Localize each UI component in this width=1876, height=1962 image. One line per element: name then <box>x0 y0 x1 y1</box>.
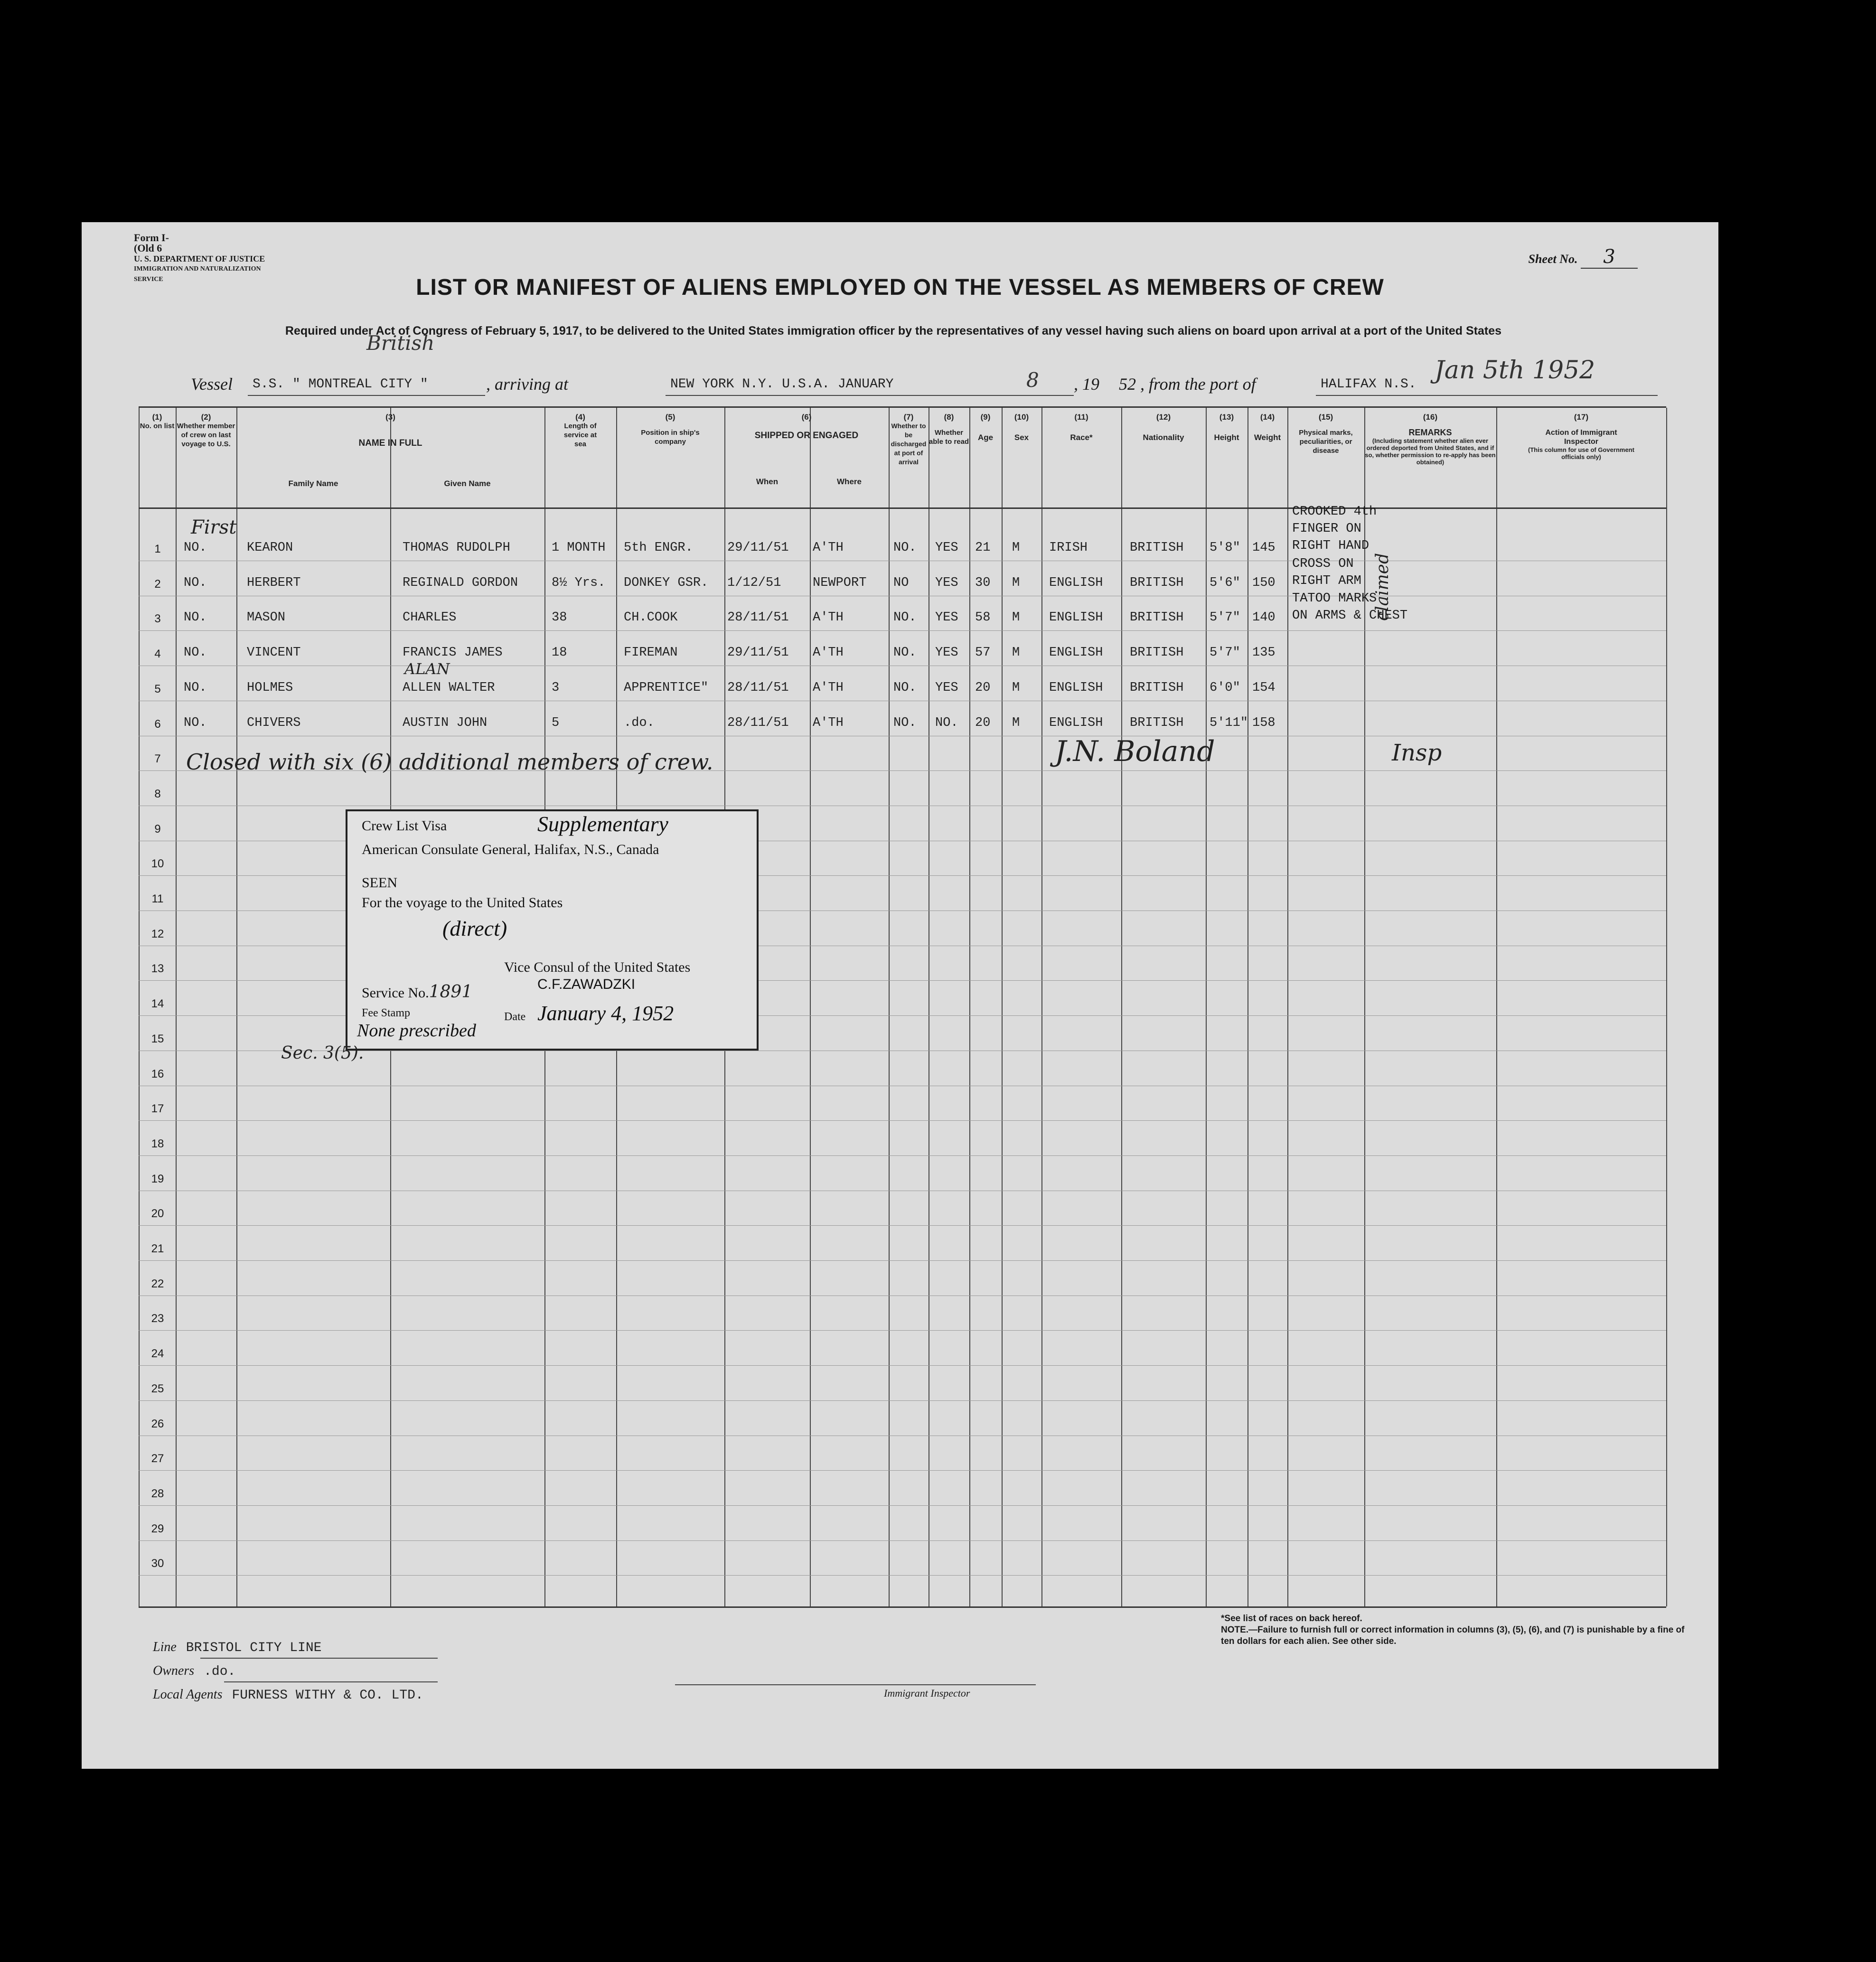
cell-given: CHARLES <box>403 610 457 625</box>
cell-last-voyage: NO. <box>184 646 207 660</box>
cell-when: 28/11/51 <box>727 610 789 625</box>
cell-sex: M <box>1012 541 1020 555</box>
sheet-number <box>1529 246 1638 269</box>
cell-family: MASON <box>247 610 286 625</box>
row-number: 7 <box>154 752 161 766</box>
crew-list-visa-stamp <box>346 809 759 1051</box>
cell-where: NEWPORT <box>813 575 867 590</box>
cell-discharged: NO. <box>893 715 917 730</box>
physical-marks: ON ARMS & CHEST <box>1292 609 1408 623</box>
row-number: 22 <box>151 1277 164 1290</box>
cell-position: DONKEY GSR. <box>624 575 709 590</box>
cell-discharged: NO. <box>893 680 917 695</box>
cell-service: 1 MONTH <box>552 541 606 555</box>
page-title: LIST OR MANIFEST OF ALIENS EMPLOYED ON THE VESSEL AS MEMBERS OF CREW <box>416 275 1384 300</box>
cell-sex: M <box>1012 610 1020 625</box>
cell-last-voyage: NO. <box>184 680 207 695</box>
row-number: 20 <box>151 1207 164 1220</box>
row-number: 2 <box>154 577 161 591</box>
footnote-penalty: NOTE.—Failure to furnish full or correct information in columns (3), (5), (6), and (7) is punishable by a fine of ten dollars for each alien. See other side. <box>1221 1625 1685 1646</box>
cell-family: VINCENT <box>247 646 301 660</box>
cell-service: 38 <box>552 610 567 625</box>
col-header-given: Given Name <box>444 479 491 488</box>
cell-position: APPRENTICE" <box>624 680 709 695</box>
cell-height: 6'0" <box>1210 680 1240 695</box>
col-header-1: (1) No. on list <box>140 413 175 430</box>
row-number: 24 <box>151 1347 164 1361</box>
row-rule <box>139 1225 1666 1226</box>
page-subtitle: Required under Act of Congress of February 5, 1917, to be delivered to the United States immigration officer by the representatives of any vessel having such aliens on board upon arrival at a port of the United States <box>285 324 1502 338</box>
row-rule <box>139 1400 1666 1401</box>
cell-age: 58 <box>975 610 991 625</box>
vessel-name: S.S. " MONTREAL CITY " <box>253 377 428 392</box>
cell-family: CHIVERS <box>247 715 301 730</box>
cell-where: A'TH <box>813 680 844 695</box>
closed-note: Closed with six (6) additional members of crew. <box>186 749 713 775</box>
cell-height: 5'7" <box>1210 646 1240 660</box>
row-number: 8 <box>154 787 161 800</box>
col-header-17: (17) Action of Immigrant Inspector (This column for use of Government officials only) <box>1528 413 1634 460</box>
cell-read: YES <box>935 610 958 625</box>
cell-discharged: NO. <box>893 646 917 660</box>
cell-weight: 145 <box>1252 541 1276 555</box>
cell-when: 29/11/51 <box>727 541 789 555</box>
cell-read: YES <box>935 575 958 590</box>
cell-where: A'TH <box>813 541 844 555</box>
form-number: Form I- <box>134 232 169 244</box>
col-header-family: Family Name <box>288 479 338 488</box>
col-header-3: (3) NAME IN FULL <box>358 413 422 448</box>
vessel-label: Vessel <box>191 375 233 394</box>
inspector-signature: J.N. Boland <box>1055 735 1215 768</box>
row-rule <box>139 1505 1666 1506</box>
cell-service: 5 <box>552 715 560 730</box>
cell-given: AUSTIN JOHN <box>403 715 488 730</box>
cell-height: 5'7" <box>1210 610 1240 625</box>
stamp-consulate: American Consulate General, Halifax, N.S., Canada <box>362 842 659 857</box>
cell-age: 20 <box>975 680 991 695</box>
row-number: 9 <box>154 822 161 835</box>
cell-nationality: BRITISH <box>1130 610 1184 625</box>
stamp-direct: (direct) <box>442 916 507 940</box>
immigrant-inspector-label: Immigrant Inspector <box>884 1687 970 1699</box>
sheet-number-label: Sheet No. <box>1528 252 1578 266</box>
cell-weight: 154 <box>1252 680 1276 695</box>
cell-weight: 150 <box>1252 575 1276 590</box>
row-number: 12 <box>151 927 164 940</box>
cell-family: KEARON <box>247 541 293 555</box>
physical-marks: CROOKED 4th <box>1292 505 1377 519</box>
stamp-title: Crew List Visa <box>362 818 447 834</box>
physical-marks: TATOO MARKS <box>1292 591 1377 606</box>
cell-when: 1/12/51 <box>727 575 781 590</box>
cell-nationality: BRITISH <box>1130 715 1184 730</box>
year-prefix: , 19 <box>1074 375 1099 394</box>
stamp-date-label: Date <box>504 1011 526 1023</box>
cell-race: ENGLISH <box>1049 680 1103 695</box>
col-header-13: (13) Height <box>1214 413 1239 442</box>
department-name: U. S. DEPARTMENT OF JUSTICE <box>134 254 265 263</box>
cell-discharged: NO <box>893 575 909 590</box>
stamp-voyage: For the voyage to the United States <box>362 895 563 911</box>
cell-given: REGINALD GORDON <box>403 575 518 590</box>
cell-service: 18 <box>552 646 567 660</box>
cell-weight: 140 <box>1252 610 1276 625</box>
departure-port: HALIFAX N.S. <box>1321 377 1416 392</box>
row-number: 25 <box>151 1382 164 1395</box>
stamp-fee-ref: Sec. 3(5). <box>281 1043 364 1063</box>
cell-sex: M <box>1012 646 1020 660</box>
col-header-14: (14) Weight <box>1254 413 1281 442</box>
row-number: 17 <box>151 1102 164 1116</box>
col-header-when: When <box>756 477 779 486</box>
row-number: 13 <box>151 962 164 976</box>
cell-service: 8½ Yrs. <box>552 575 606 590</box>
cell-given: THOMAS RUDOLPH <box>403 541 510 555</box>
cell-read: NO. <box>935 715 958 730</box>
stamp-fee-none: None prescribed <box>357 1021 476 1041</box>
row-number: 6 <box>154 717 161 731</box>
cell-service: 3 <box>552 680 560 695</box>
row-number: 10 <box>151 857 164 871</box>
arrival-day: 8 <box>1026 368 1039 392</box>
row-number: 28 <box>151 1487 164 1500</box>
arriving-label: , arriving at <box>486 375 569 394</box>
cell-position: FIREMAN <box>624 646 678 660</box>
cell-nationality: BRITISH <box>1130 575 1184 590</box>
row-number: 27 <box>151 1452 164 1465</box>
row-number: 23 <box>151 1312 164 1325</box>
cell-read: YES <box>935 646 958 660</box>
row-number: 30 <box>151 1557 164 1570</box>
cell-when: 29/11/51 <box>727 646 789 660</box>
cell-where: A'TH <box>813 610 844 625</box>
col-header-2: (2) Whether member of crew on last voyage to U.S. <box>177 413 235 448</box>
col-header-11: (11) Race* <box>1070 413 1093 442</box>
row-number: 21 <box>151 1242 164 1255</box>
footnote-races: *See list of races on back hereof. <box>1221 1614 1362 1624</box>
col-header-4: (4) Length of service at sea <box>563 413 597 448</box>
stamp-supplementary: Supplementary <box>537 812 668 836</box>
row-rule <box>139 1155 1666 1156</box>
cell-height: 5'8" <box>1210 541 1240 555</box>
agents-value: FURNESS WITHY & CO. LTD. <box>232 1688 423 1703</box>
row-number: 14 <box>151 997 164 1011</box>
service-name: IMMIGRATION AND NATURALIZATION SERVICE <box>134 265 261 283</box>
cell-position: 5th ENGR. <box>624 541 693 555</box>
row-number: 15 <box>151 1032 164 1045</box>
departure-date-handwritten: Jan 5th 1952 <box>1435 356 1595 385</box>
cell-age: 30 <box>975 575 991 590</box>
footnote <box>1221 1613 1696 1647</box>
cell-last-voyage: NO. <box>184 610 207 625</box>
cell-nationality: BRITISH <box>1130 541 1184 555</box>
old-form-number: (Old 6 <box>134 242 162 254</box>
col-header-where: Where <box>837 477 862 486</box>
row-rule <box>139 1120 1666 1121</box>
cell-position: CH.COOK <box>624 610 678 625</box>
cell-read: YES <box>935 680 958 695</box>
cell-where: A'TH <box>813 715 844 730</box>
col-header-5: (5) Position in ship's company <box>641 413 700 446</box>
cell-weight: 158 <box>1252 715 1276 730</box>
row-number: 19 <box>151 1172 164 1185</box>
given-name-correction: ALAN <box>404 659 450 678</box>
owners-value: .do. <box>204 1664 236 1679</box>
row-rule <box>139 1365 1666 1366</box>
row-rule <box>139 1295 1666 1296</box>
cell-last-voyage: NO. <box>184 541 207 555</box>
cell-given: FRANCIS JAMES <box>403 646 503 660</box>
cell-sex: M <box>1012 715 1020 730</box>
row-rule <box>139 1575 1666 1576</box>
col-header-10: (10) Sex <box>1014 413 1029 442</box>
stamp-consul-name: C.F.ZAWADZKI <box>537 976 636 992</box>
row-rule <box>139 1470 1666 1471</box>
cell-race: IRISH <box>1049 541 1088 555</box>
row-number: 3 <box>154 612 161 626</box>
cell-position: .do. <box>624 715 655 730</box>
stamp-seen: SEEN <box>362 875 397 891</box>
cell-discharged: NO. <box>893 610 917 625</box>
line-value: BRISTOL CITY LINE <box>186 1641 322 1655</box>
cell-family: HERBERT <box>247 575 301 590</box>
cell-when: 28/11/51 <box>727 715 789 730</box>
cell-race: ENGLISH <box>1049 575 1103 590</box>
col-header-16: (16) REMARKS (Including statement whether alien ever ordered deported from United States, and if so, whether permission to re-apply has been obtained) <box>1365 413 1496 466</box>
footer-line: Line BRISTOL CITY LINE <box>153 1640 322 1655</box>
col-header-12: (12) Nationality <box>1143 413 1184 442</box>
year-suffix: 52 <box>1119 375 1136 394</box>
stamp-date: January 4, 1952 <box>537 1002 674 1025</box>
cell-race: ENGLISH <box>1049 610 1103 625</box>
col-header-7: (7) Whether to be discharged at port of arrival <box>891 413 927 466</box>
sheet-number-value: 3 <box>1581 246 1638 269</box>
vertical-annotation: claimed <box>1373 553 1392 621</box>
col-header-6: (6) SHIPPED OR ENGAGED <box>754 413 859 441</box>
cell-when: 28/11/51 <box>727 680 789 695</box>
row-number: 26 <box>151 1417 164 1430</box>
row-number: 5 <box>154 682 161 695</box>
cell-race: ENGLISH <box>1049 646 1103 660</box>
cell-sex: M <box>1012 575 1020 590</box>
arrival-port: NEW YORK N.Y. U.S.A. JANUARY <box>670 377 894 392</box>
cell-discharged: NO. <box>893 541 917 555</box>
cell-height: 5'11" <box>1210 715 1248 730</box>
cell-age: 57 <box>975 646 991 660</box>
row-rule <box>139 1540 1666 1541</box>
cell-family: HOLMES <box>247 680 293 695</box>
cell-given: ALLEN WALTER <box>403 680 495 695</box>
cell-read: YES <box>935 541 958 555</box>
cell-age: 21 <box>975 541 991 555</box>
row-number: 4 <box>154 648 161 661</box>
stamp-vice-consul: Vice Consul of the United States <box>504 959 691 975</box>
cell-last-voyage: NO. <box>184 715 207 730</box>
row-rule <box>139 630 1666 631</box>
row-rule <box>139 1260 1666 1261</box>
flag-handwritten: British <box>366 331 435 355</box>
physical-marks: RIGHT ARM <box>1292 573 1361 588</box>
stamp-service: Service No.1891 <box>362 982 473 1002</box>
physical-marks: FINGER ON <box>1292 522 1361 536</box>
cell-race: ENGLISH <box>1049 715 1103 730</box>
physical-marks: RIGHT HAND <box>1292 539 1369 553</box>
physical-marks: CROSS ON <box>1292 556 1354 571</box>
cell-weight: 135 <box>1252 646 1276 660</box>
cell-height: 5'6" <box>1210 575 1240 590</box>
cell-where: A'TH <box>813 646 844 660</box>
col-header-9: (9) Age <box>977 413 994 442</box>
row-number: 29 <box>151 1522 164 1535</box>
row-rule <box>139 1330 1666 1331</box>
inspector-title: Insp <box>1392 740 1442 766</box>
row-number: 1 <box>154 543 161 555</box>
first-annotation: First <box>191 516 237 538</box>
row-number: 18 <box>151 1137 164 1150</box>
cell-nationality: BRITISH <box>1130 680 1184 695</box>
footer-agents: Local Agents FURNESS WITHY & CO. LTD. <box>153 1687 423 1703</box>
cell-last-voyage: NO. <box>184 575 207 590</box>
stamp-fee-label: Fee Stamp <box>362 1007 410 1019</box>
manifest-sheet <box>82 222 1718 1769</box>
cell-sex: M <box>1012 680 1020 695</box>
cell-nationality: BRITISH <box>1130 646 1184 660</box>
col-header-15: (15) Physical marks, peculiarities, or disease <box>1299 413 1353 455</box>
footer-owners: Owners .do. <box>153 1663 236 1679</box>
row-number: 16 <box>151 1067 164 1080</box>
col-header-8: (8) Whether able to read <box>929 413 969 446</box>
row-number: 11 <box>151 892 164 905</box>
cell-age: 20 <box>975 715 991 730</box>
from-label: , from the port of <box>1140 375 1256 394</box>
